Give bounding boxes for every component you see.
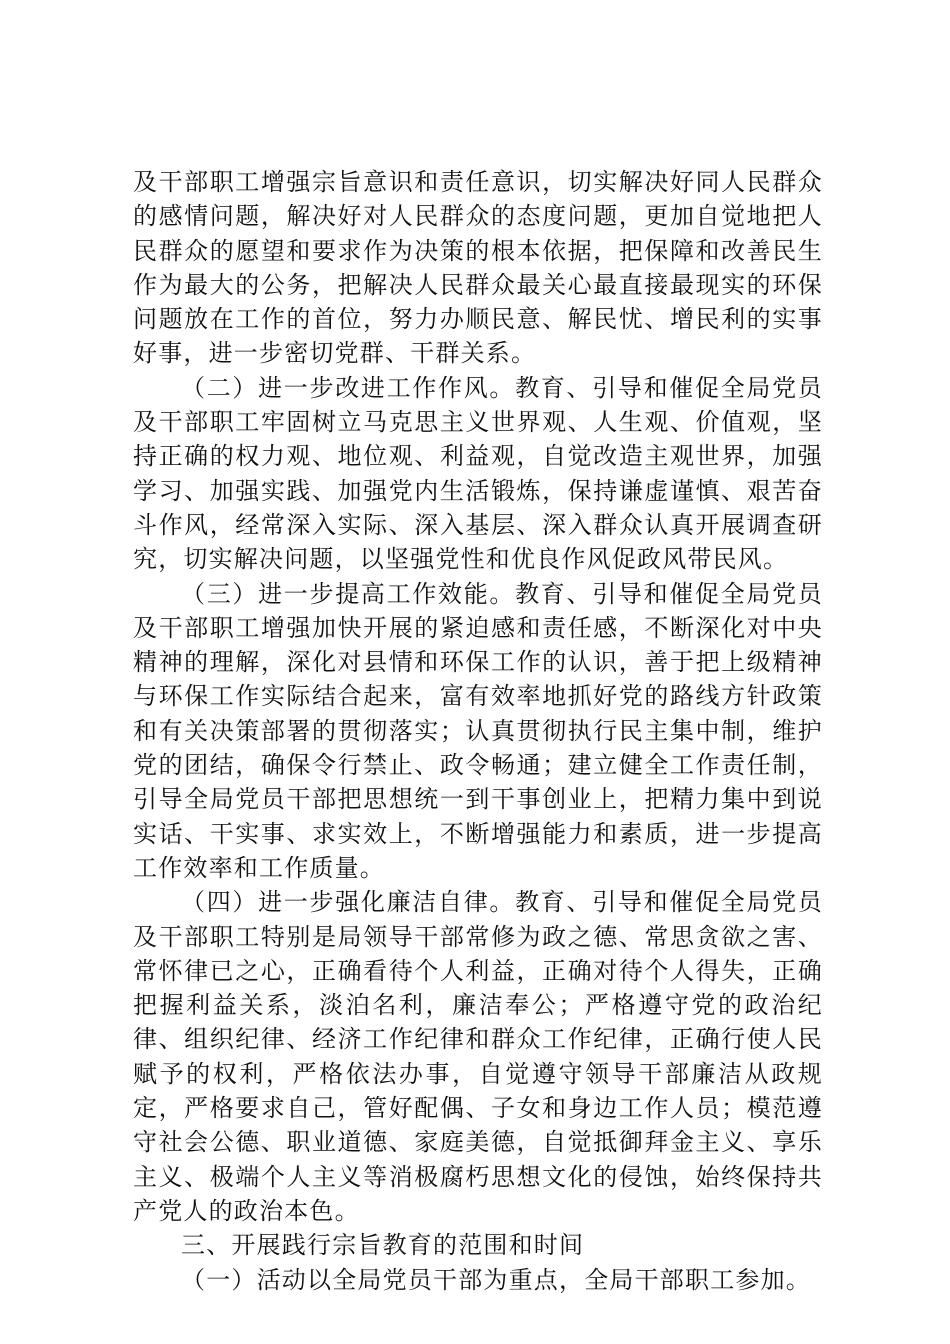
paragraph-continuation: 及干部职工增强宗旨意识和责任意识，切实解决好同人民群众的感情问题，解决好对人民群众的态度问题，更加自觉地把人民群众的愿望和要求作为决策的根本依据，把保障和改善民生作为最大的公务，把解决人民群众最关心最直接最现实的环保问题放在工作的首位，努力办顺民意、解民忧、增民利的实事好事，进一步密切党群、干群关系。 — [133, 168, 823, 368]
section-heading-three: 三、开展践行宗旨教育的范围和时间 — [181, 1231, 585, 1260]
paragraph-section-2: （二）进一步改进工作作风。教育、引导和催促全局党员及干部职工牢固树立马克思主义世界观、人生观、价值观，坚持正确的权力观、地位观、利益观，自觉改造主观世界，加强学习、加强实践、加强党内生活锻炼，保持谦虚谨慎、艰苦奋斗作风，经常深入实际、深入基层、深入群众认真开展调查研究，切实解决问题，以坚强党性和优良作风促政风带民风。 — [133, 373, 823, 574]
paragraph-section-4: （四）进一步强化廉洁自律。教育、引导和催促全局党员及干部职工特别是局领导干部常修为政之德、常思贪欲之害、常怀律已之心，正确看待个人利益，正确对待个人得失，正确把握利益关系，淡泊名利，廉洁奉公；严格遵守党的政治纪律、组织纪律、经济工作纪律和群众工作纪律，正确行使人民赋予的权利，严格依法办事，自觉遵守领导干部廉洁从政规定，严格要求自己，管好配偶、子女和身边工作人员；模范遵守社会公德、职业道德、家庭美德，自觉抵御拜金主义、享乐主义、极端个人主义等消极腐朽思想文化的侵蚀，始终保持共产党人的政治本色。 — [133, 888, 823, 1225]
paragraph-section-3: （三）进一步提高工作效能。教育、引导和催促全局党员及干部职工增强加快开展的紧迫感和责任感，不断深化对中央精神的理解，深化对县情和环保工作的认识，善于把上级精神与环保工作实际结合起来，富有效率地抓好党的路线方针政策和有关决策部署的贯彻落实；认真贯彻执行民主集中制，维护党的团结，确保令行禁止、政令畅通；建立健全工作责任制，引导全局党员干部把思想统一到干事创业上，把精力集中到说实话、干实事、求实效上，不断增强能力和素质，进一步提高工作效率和工作质量。 — [133, 579, 823, 882]
paragraph-scope-1: （一）活动以全局党员干部为重点，全局干部职工参加。 — [181, 1265, 811, 1294]
document-body — [133, 165, 823, 1297]
